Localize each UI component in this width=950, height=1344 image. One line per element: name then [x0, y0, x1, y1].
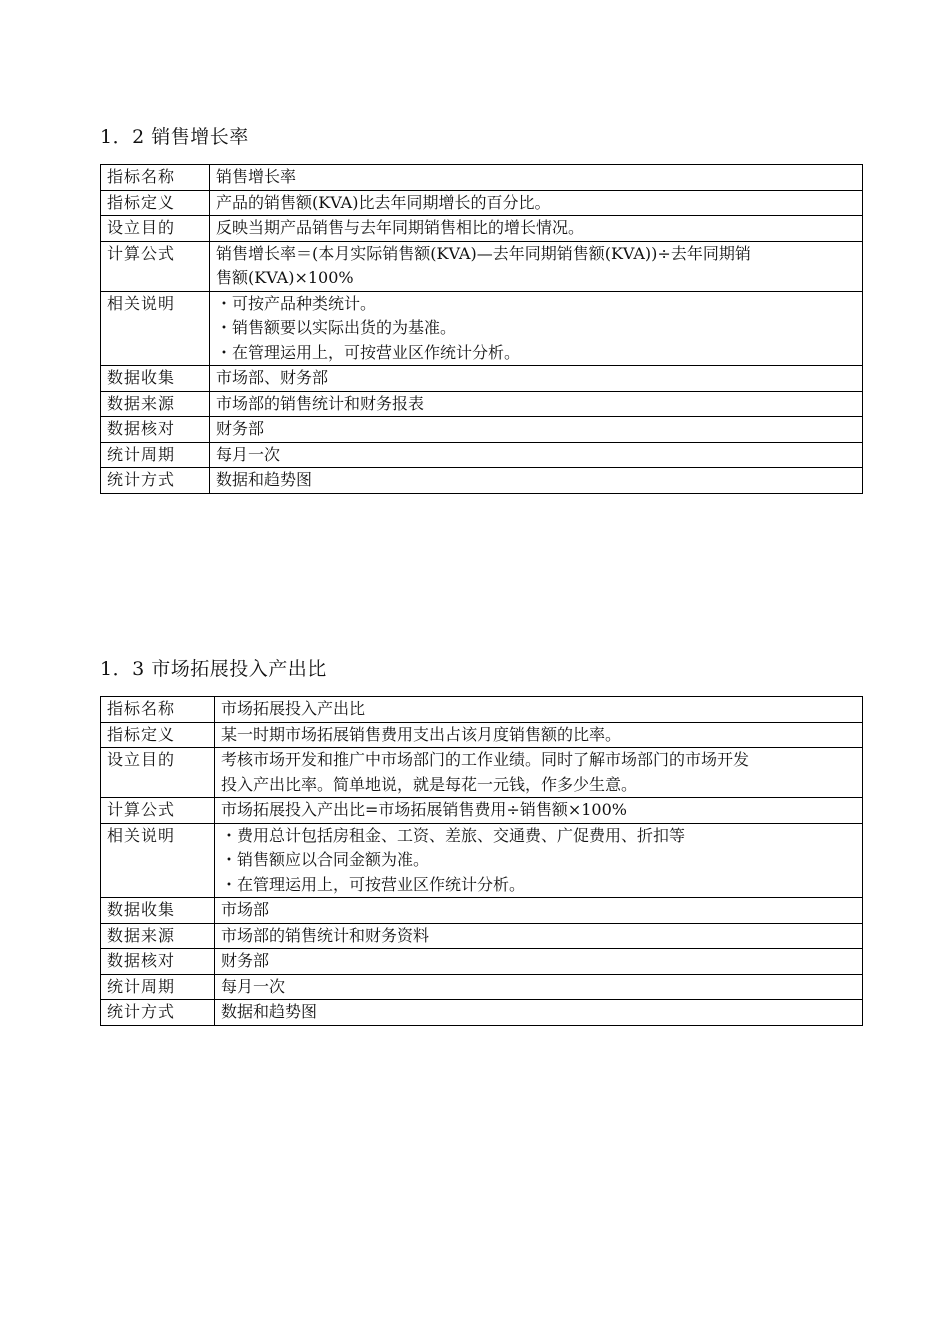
row-label: 指标名称: [101, 165, 210, 191]
table-row-method: [101, 468, 863, 494]
metric-table: [100, 696, 863, 1026]
row-label: 指标定义: [101, 190, 210, 216]
row-label: 数据收集: [101, 898, 215, 924]
note-item: ・销售额要以实际出货的为基准。: [216, 318, 457, 337]
row-value: [210, 291, 863, 366]
row-label: 设立目的: [101, 748, 215, 798]
purpose-line: 考核市场开发和推广中市场部门的工作业绩。同时了解市场部门的市场开发: [221, 750, 750, 769]
row-value: [215, 823, 863, 898]
table-row-source: [101, 923, 863, 949]
row-label: 统计方式: [101, 1000, 215, 1026]
purpose-line: 投入产出比率。简单地说，就是每花一元钱，作多少生意。: [221, 774, 638, 794]
table-row-name: [101, 165, 863, 191]
note-item: ・在管理运用上，可按营业区作统计分析。: [221, 874, 526, 894]
row-label: 相关说明: [101, 291, 210, 366]
row-label: 相关说明: [101, 823, 215, 898]
row-value: 反映当期产品销售与去年同期销售相比的增长情况。: [210, 216, 863, 242]
row-label: 统计周期: [101, 974, 215, 1000]
formula-line: 售额(KVA)×100%: [216, 268, 354, 287]
row-value: 财务部: [215, 949, 863, 975]
row-value: 数据和趋势图: [210, 468, 863, 494]
table-row-formula: [101, 798, 863, 824]
row-value: 市场拓展投入产出比: [215, 697, 863, 723]
table-row-source: [101, 391, 863, 417]
row-value: 财务部: [210, 417, 863, 443]
row-label: 数据来源: [101, 391, 210, 417]
table-row-formula: [101, 241, 863, 291]
section-title: 1．2 销售增长率: [100, 126, 249, 148]
table-row-collection: [101, 366, 863, 392]
row-value: 市场部的销售统计和财务资料: [215, 923, 863, 949]
table-row-period: [101, 442, 863, 468]
row-value: 每月一次: [215, 974, 863, 1000]
table-row-collection: [101, 898, 863, 924]
row-value: 市场部的销售统计和财务报表: [210, 391, 863, 417]
row-label: 设立目的: [101, 216, 210, 242]
formula-line: 销售增长率＝(本月实际销售额(KVA)—去年同期销售额(KVA))÷去年同期销: [216, 243, 751, 263]
table-row-definition: [101, 722, 863, 748]
row-value: 产品的销售额(KVA)比去年同期增长的百分比。: [210, 190, 863, 216]
table-row-purpose: [101, 748, 863, 798]
table-row-purpose: [101, 216, 863, 242]
row-label: 统计方式: [101, 468, 210, 494]
row-label: 数据核对: [101, 949, 215, 975]
row-value: 某一时期市场拓展销售费用支出占该月度销售额的比率。: [215, 722, 863, 748]
table-row-notes: [101, 291, 863, 366]
row-value: 市场部、财务部: [210, 366, 863, 392]
table-row-notes: [101, 823, 863, 898]
section-title: 1．3 市场拓展投入产出比: [100, 658, 327, 680]
note-item: ・费用总计包括房租金、工资、差旅、交通费、广促费用、折扣等: [221, 825, 686, 845]
table-row-period: [101, 974, 863, 1000]
row-label: 计算公式: [101, 241, 210, 291]
row-label: 数据来源: [101, 923, 215, 949]
row-label: 数据核对: [101, 417, 210, 443]
note-item: ・可按产品种类统计。: [216, 293, 377, 313]
metric-table: [100, 164, 863, 494]
row-label: 计算公式: [101, 798, 215, 824]
table-row-name: [101, 697, 863, 723]
note-item: ・销售额应以合同金额为准。: [221, 850, 430, 869]
table-row-definition: [101, 190, 863, 216]
row-value: [215, 748, 863, 798]
row-value: 市场拓展投入产出比=市场拓展销售费用÷销售额×100%: [215, 798, 863, 824]
table-row-verify: [101, 417, 863, 443]
row-label: 数据收集: [101, 366, 210, 392]
note-item: ・在管理运用上，可按营业区作统计分析。: [216, 342, 521, 362]
row-value: 每月一次: [210, 442, 863, 468]
row-value: [210, 241, 863, 291]
table-row-method: [101, 1000, 863, 1026]
row-value: 销售增长率: [210, 165, 863, 191]
row-value: 市场部: [215, 898, 863, 924]
table-row-verify: [101, 949, 863, 975]
row-label: 指标名称: [101, 697, 215, 723]
row-label: 统计周期: [101, 442, 210, 468]
row-value: 数据和趋势图: [215, 1000, 863, 1026]
row-label: 指标定义: [101, 722, 215, 748]
